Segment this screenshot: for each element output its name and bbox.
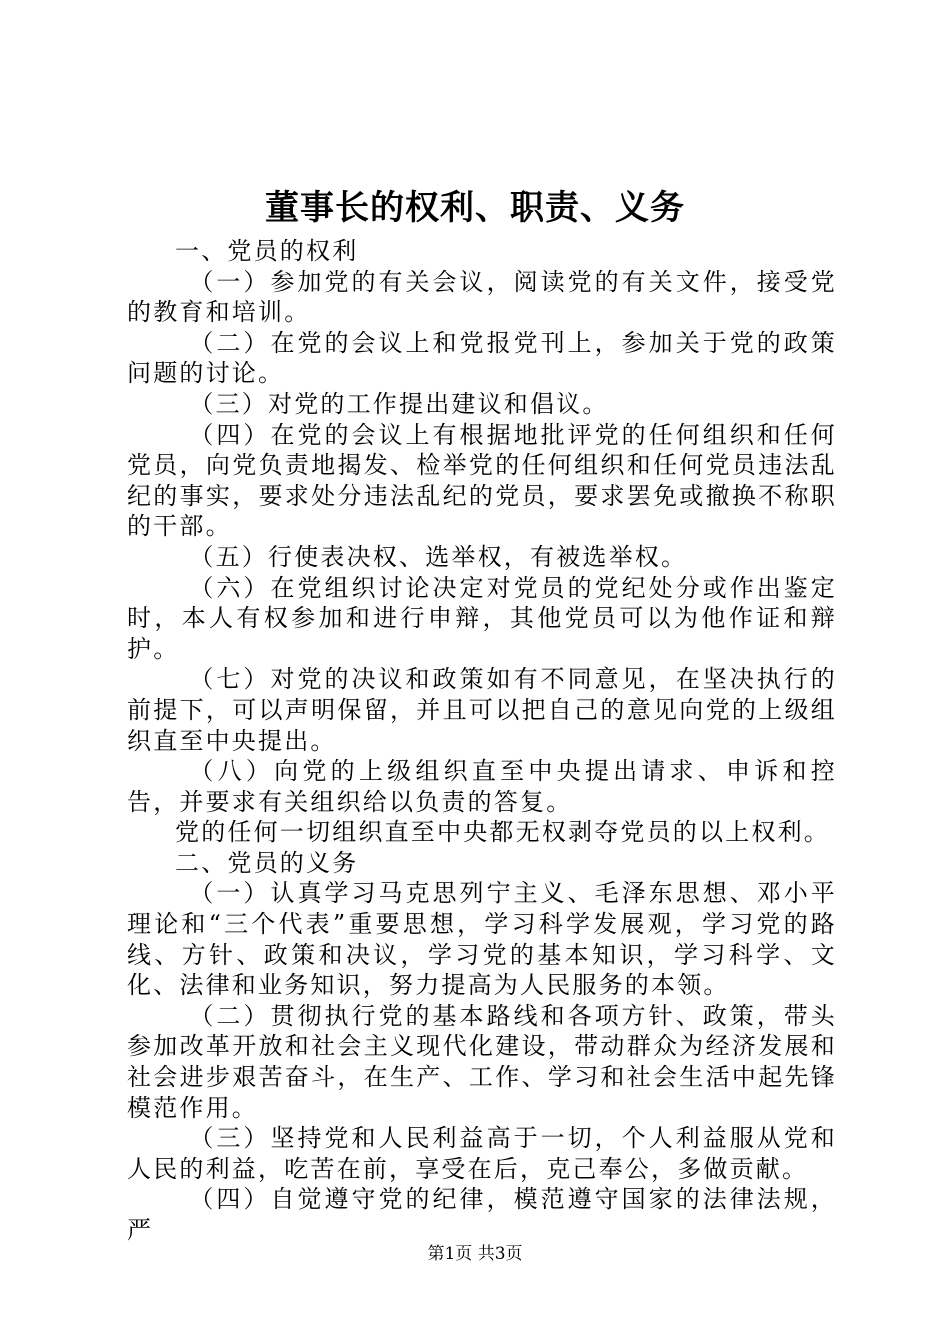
paragraph-duty-4: （四）自觉遵守党的纪律，模范遵守国家的法律法规，严 xyxy=(127,1185,837,1244)
page-footer: 第1页 共3页 xyxy=(427,1244,523,1264)
paragraph-right-7: （七）对党的决议和政策如有不同意见，在坚决执行的前提下，可以声明保留，并且可以把自己的意见向党的上级组织直至中央提出。 xyxy=(127,665,837,755)
paragraph-right-8: （八）向党的上级组织直至中央提出请求、申诉和控告，并要求有关组织给以负责的答复。 xyxy=(127,757,837,816)
document-body xyxy=(127,236,837,1246)
paragraph-right-5: （五）行使表决权、选举权，有被选举权。 xyxy=(189,542,688,571)
section-heading-rights: 一、党员的权利 xyxy=(175,237,359,265)
paragraph-duty-2: （二）贯彻执行党的基本路线和各项方针、政策，带头参加改革开放和社会主义现代化建设，带动群众为经济发展和社会进步艰苦奋斗，在生产、工作、学习和社会生活中起先锋模范作用。 xyxy=(127,1001,837,1122)
paragraph-right-1: （一）参加党的有关会议，阅读党的有关文件，接受党的教育和培训。 xyxy=(127,267,837,327)
paragraph-right-6: （六）在党组织讨论决定对党员的党纪处分或作出鉴定时，本人有权参加和进行申辩，其他党员可以为他作证和辩护。 xyxy=(127,573,837,663)
paragraph-duty-1: （一）认真学习马克思列宁主义、毛泽东思想、邓小平理论和“三个代表”重要思想，学习科学发展观，学习党的路线、方针、政策和决议，学习党的基本知识，学习科学、文化、法律和业务知识，努力提高为人民服务的本领。 xyxy=(127,879,837,1000)
paragraph-right-4: （四）在党的会议上有根据地批评党的任何组织和任何党员，向党负责地揭发、检举党的任何组织和任何党员违法乱纪的事实，要求处分违法乱纪的党员，要求罢免或撤换不称职的干部。 xyxy=(127,420,837,541)
paragraph-right-2: （二）在党的会议上和党报党刊上，参加关于党的政策问题的讨论。 xyxy=(127,328,837,388)
paragraph-rights-summary: 党的任何一切组织直至中央都无权剥夺党员的以上权利。 xyxy=(175,818,830,847)
paragraph-duty-3: （三）坚持党和人民利益高于一切，个人利益服从党和人民的利益，吃苦在前，享受在后，克己奉公，多做贡献。 xyxy=(127,1124,837,1183)
paragraph-right-3: （三）对党的工作提出建议和倡议。 xyxy=(189,389,609,418)
document-title: 董事长的权利、职责、义务 xyxy=(265,188,685,228)
section-heading-duties: 二、党员的义务 xyxy=(175,848,359,877)
